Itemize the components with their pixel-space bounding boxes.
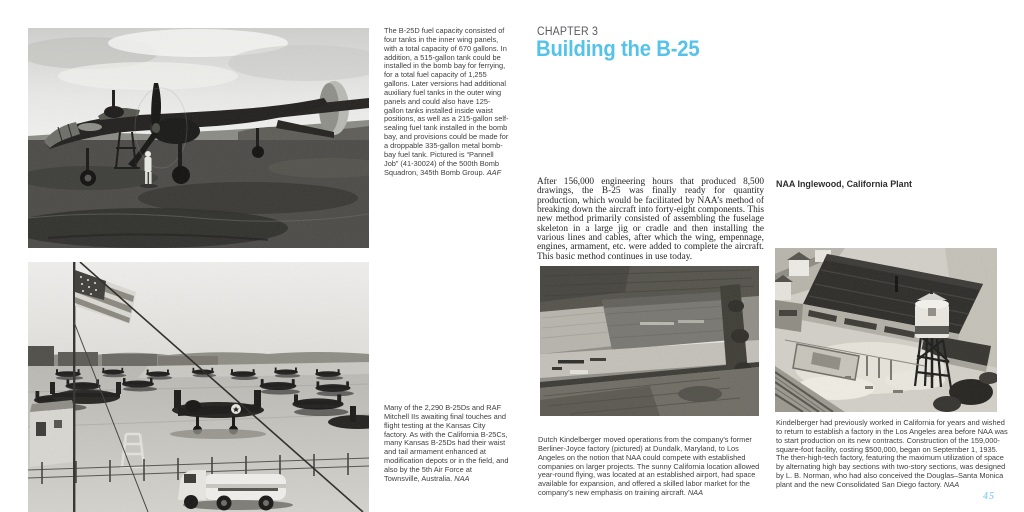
dundalk-factory-aerial-art: [540, 266, 759, 416]
chapter-title: Building the B-25: [536, 36, 700, 61]
caption-text: Many of the 2,290 B-25Ds and RAF Mitchell IIs awaiting final touches and flight testing at the Kansas City factory. As with the California B-25Cs, many Kansas B-25Ds had their waist and tail armament enhanced at modification depots or in the field, and also by the 5th Air Force at Townsville, Australia.: [384, 403, 509, 483]
caption-credit: NAA: [943, 479, 960, 489]
caption-text: The B-25D fuel capacity consisted of four tanks in the inner wing panels, with a total capacity of 670 gallons. In addition, a 515-gallon tank could be installed in the bomb bay for ferrying, for a total fuel capacity of 1,255 gallons. Later versions had additional auxiliary fuel tanks in the outer wing panels and could also have 125-gallon tanks installed inside waist positions, as well as a 215-gallon self-sealing fuel tank installed in the bomb bay, and provisions could be made for a droppable 335-gallon metal bomb-bay fuel tank. Pictured is “Pannell Job” (41-30024) of the 500th Bomb Squadron, 345th Bomb Group.: [384, 26, 509, 177]
caption-credit: NAA: [687, 488, 704, 498]
section-header: NAA Inglewood, California Plant: [776, 179, 913, 189]
caption-credit: AAF: [486, 167, 502, 177]
caption-top-left-photo: [384, 27, 509, 177]
caption-text: Kindelberger had previously worked in California for years and wished to return to establish a factory in the Los Angeles area before NAA was to start production on its new contracts. Construction of the 159,000-square-foot facility, costing $500,000, began on September 1, 1935. The then-high-tech factory, featuring the maximum utilization of space by alternating high bay sections with two-story sections, was designed by L. B. Norman, who had also conceived the Douglas–Santa Monica plant and the new Consolidated San Diego factory.: [776, 418, 1008, 489]
caption-bottom-left-photo: [384, 404, 509, 484]
inglewood-plant-aerial-photo: [775, 248, 997, 412]
b25-parked-photo-art: [28, 28, 369, 248]
page-number: 45: [983, 491, 995, 502]
kansas-city-flightline-art: [28, 262, 369, 512]
caption-credit: NAA: [454, 473, 470, 483]
inglewood-plant-aerial-art: [775, 248, 997, 412]
dundalk-factory-aerial-photo: [540, 266, 759, 416]
b25-parked-photo: [28, 28, 369, 248]
chapter-label: CHAPTER 3: [537, 26, 599, 38]
body-paragraph: After 156,000 engineering hours that produced 8,500 drawings, the B-25 was finally ready for quantity production, which would be facilitated by NAA’s method of breaking down the aircraft into forty-eight components. This new method primarily consisted of assembling the fuselage skeleton in a large jig or cradle and then installing the various lines and cables, after which the wing, empennage, engines, armament, etc. were added to complete the aircraft. This basic method continues in use today.: [537, 177, 764, 262]
caption-text: Dutch Kindelberger moved operations from the company’s former Berliner-Joyce factory (pictured) at Dundalk, Maryland, to Los Angeles on the notion that NAA could compete with established companies on larger projects. The sunny California location allowed year-round flying, was located at an established airport, had space available for expansion, and offered a skilled labor market for the company’s new emphasis on training aircraft.: [538, 435, 760, 498]
kansas-city-flightline-photo: [28, 262, 369, 512]
caption-dundalk-photo: [538, 436, 766, 498]
caption-inglewood-photo: [776, 419, 1010, 490]
